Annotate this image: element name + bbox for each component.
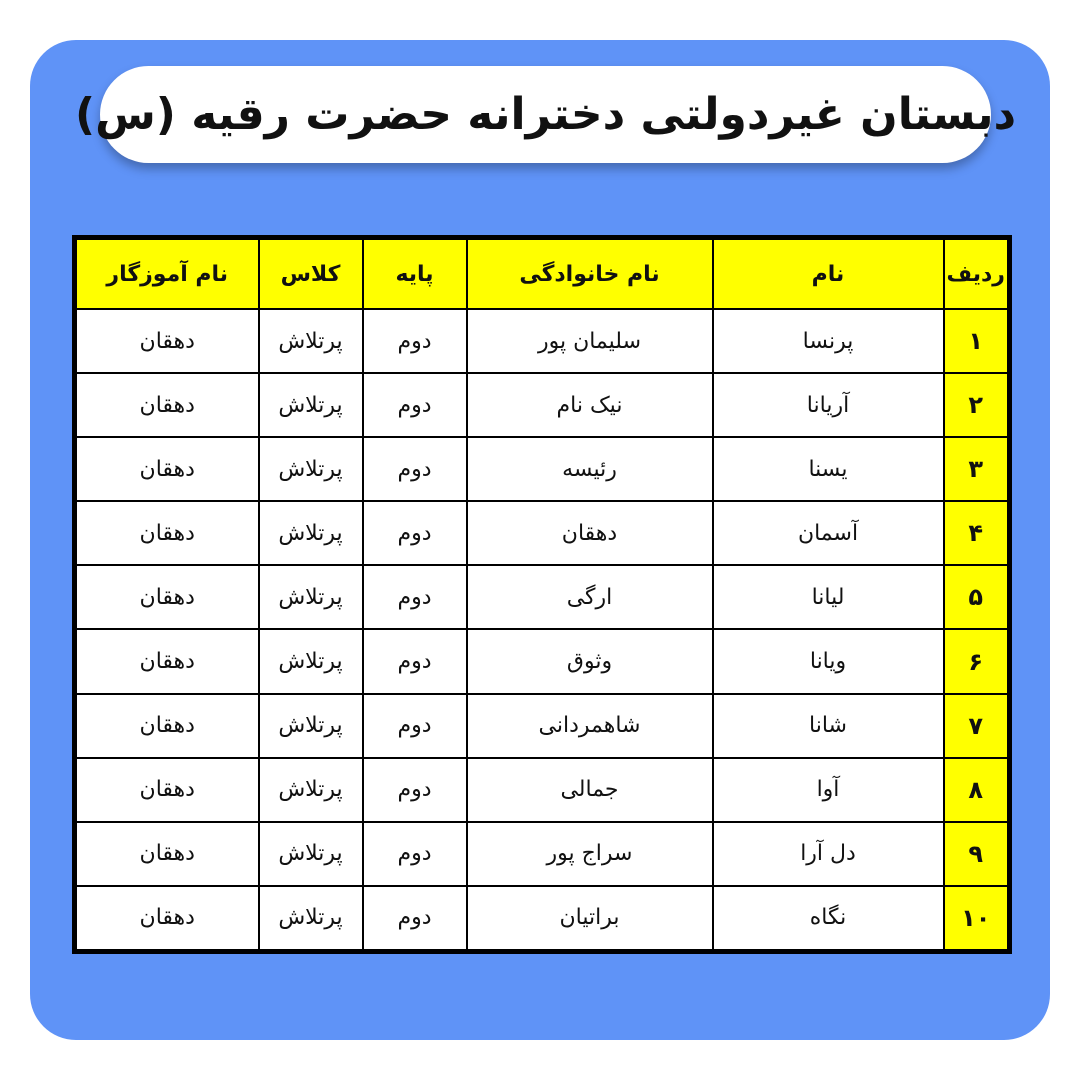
last-name-cell: رئیسه: [467, 437, 713, 501]
grade-cell: دوم: [363, 373, 467, 437]
class-cell: پرتلاش: [259, 309, 363, 373]
table-row: [75, 758, 1010, 822]
class-cell: پرتلاش: [259, 437, 363, 501]
last-name-cell: سلیمان پور: [467, 309, 713, 373]
teacher-cell: دهقان: [75, 822, 259, 886]
row-number-cell: ۳: [944, 437, 1010, 501]
grade-cell: دوم: [363, 501, 467, 565]
first-name-cell: آسمان: [713, 501, 944, 565]
row-number-cell: ۷: [944, 694, 1010, 758]
row-number-cell: ۴: [944, 501, 1010, 565]
class-cell: پرتلاش: [259, 629, 363, 693]
grade-cell: دوم: [363, 309, 467, 373]
table-row: [75, 694, 1010, 758]
grade-cell: دوم: [363, 565, 467, 629]
header-teacher: نام آموزگار: [75, 238, 259, 310]
first-name-cell: نگاه: [713, 886, 944, 952]
grade-cell: دوم: [363, 758, 467, 822]
first-name-cell: ویانا: [713, 629, 944, 693]
header-last-name: نام خانوادگی: [467, 238, 713, 310]
row-number-cell: ۸: [944, 758, 1010, 822]
last-name-cell: وثوق: [467, 629, 713, 693]
grade-cell: دوم: [363, 629, 467, 693]
table-row: [75, 309, 1010, 373]
row-number-cell: ۱۰: [944, 886, 1010, 952]
table-row: [75, 822, 1010, 886]
class-cell: پرتلاش: [259, 758, 363, 822]
class-cell: پرتلاش: [259, 565, 363, 629]
teacher-cell: دهقان: [75, 437, 259, 501]
header-grade: پایه: [363, 238, 467, 310]
teacher-cell: دهقان: [75, 565, 259, 629]
table-header-row: [75, 238, 1010, 310]
row-number-cell: ۹: [944, 822, 1010, 886]
class-cell: پرتلاش: [259, 886, 363, 952]
class-cell: پرتلاش: [259, 373, 363, 437]
teacher-cell: دهقان: [75, 629, 259, 693]
teacher-cell: دهقان: [75, 758, 259, 822]
grade-cell: دوم: [363, 437, 467, 501]
teacher-cell: دهقان: [75, 501, 259, 565]
first-name-cell: پرنسا: [713, 309, 944, 373]
first-name-cell: شانا: [713, 694, 944, 758]
first-name-cell: آوا: [713, 758, 944, 822]
last-name-cell: ارگی: [467, 565, 713, 629]
title-banner: [74, 66, 1017, 163]
header-first-name: نام: [713, 238, 944, 310]
header-row-number: ردیف: [944, 238, 1010, 310]
teacher-cell: دهقان: [75, 373, 259, 437]
last-name-cell: نیک نام: [467, 373, 713, 437]
grade-cell: دوم: [363, 822, 467, 886]
class-cell: پرتلاش: [259, 694, 363, 758]
first-name-cell: دل آرا: [713, 822, 944, 886]
first-name-cell: لیانا: [713, 565, 944, 629]
table-row: [75, 437, 1010, 501]
header-class: کلاس: [259, 238, 363, 310]
first-name-cell: آریانا: [713, 373, 944, 437]
table-row: [75, 373, 1010, 437]
row-number-cell: ۲: [944, 373, 1010, 437]
last-name-cell: براتیان: [467, 886, 713, 952]
last-name-cell: جمالی: [467, 758, 713, 822]
class-cell: پرتلاش: [259, 822, 363, 886]
page-title: دبستان غیردولتی دخترانه حضرت رقیه (س): [74, 89, 1017, 140]
last-name-cell: سراج پور: [467, 822, 713, 886]
student-roster-table: [72, 235, 1012, 954]
table-row: [75, 886, 1010, 952]
table-row: [75, 501, 1010, 565]
last-name-cell: دهقان: [467, 501, 713, 565]
grade-cell: دوم: [363, 694, 467, 758]
grade-cell: دوم: [363, 886, 467, 952]
class-cell: پرتلاش: [259, 501, 363, 565]
first-name-cell: یسنا: [713, 437, 944, 501]
teacher-cell: دهقان: [75, 309, 259, 373]
teacher-cell: دهقان: [75, 694, 259, 758]
table-row: [75, 565, 1010, 629]
row-number-cell: ۵: [944, 565, 1010, 629]
row-number-cell: ۱: [944, 309, 1010, 373]
row-number-cell: ۶: [944, 629, 1010, 693]
last-name-cell: شاهمردانی: [467, 694, 713, 758]
teacher-cell: دهقان: [75, 886, 259, 952]
table-row: [75, 629, 1010, 693]
